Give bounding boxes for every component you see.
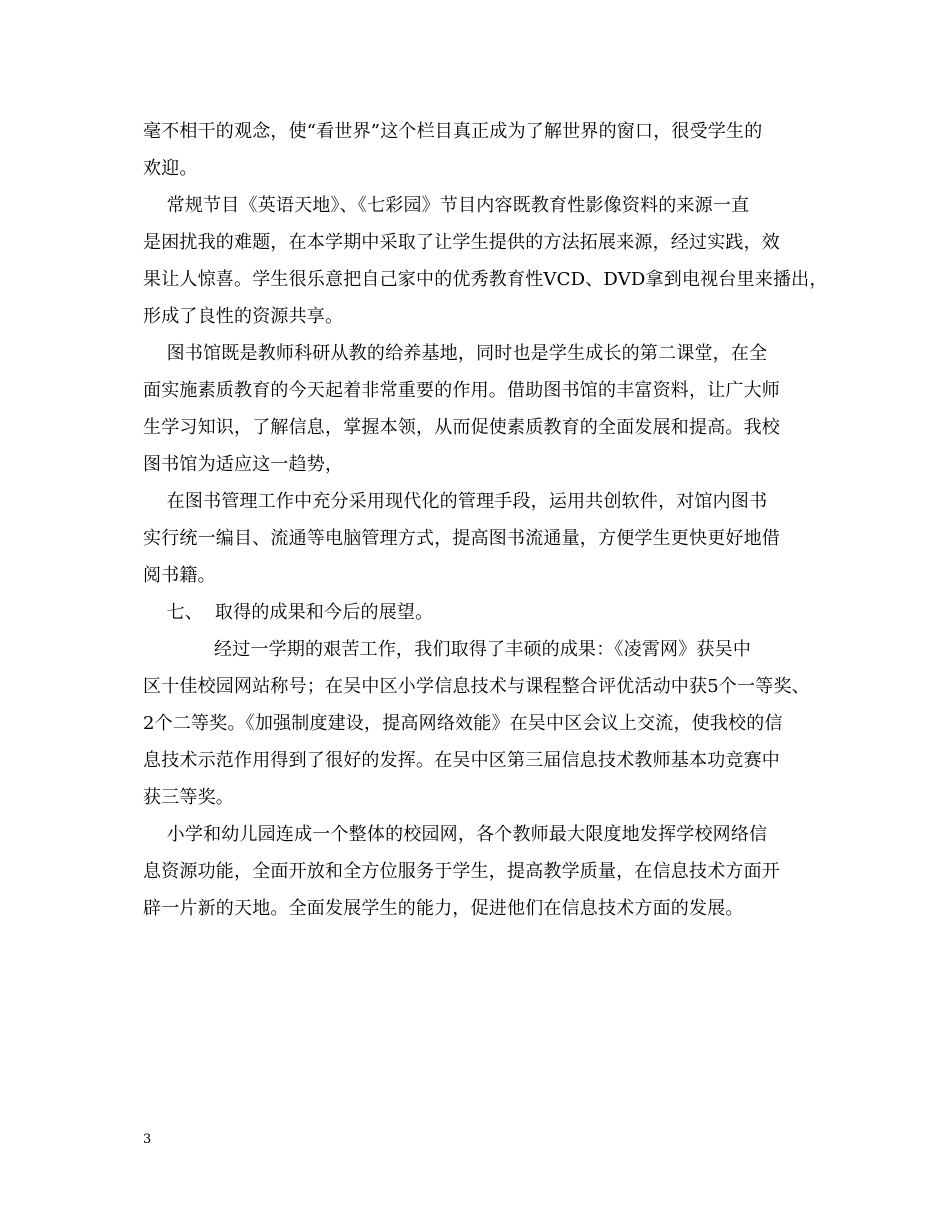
text-line: 阅书籍。 xyxy=(143,565,216,586)
text-line: 图书馆既是教师科研从教的给养基地，同时也是学生成长的第二课堂，在全 xyxy=(143,343,768,364)
text-line: 息技术示范作用得到了很好的发挥。在吴中区第三届信息技术教师基本功竞赛中 xyxy=(143,750,780,771)
text-line: 生学习知识，了解信息，掌握本领，从而促使素质教育的全面发展和提高。我校 xyxy=(143,417,780,438)
text-line: 经过一学期的艰苦工作，我们取得了丰硕的成果：《凌霄网》获吴中 xyxy=(143,639,752,660)
page-number: 3 xyxy=(143,1132,152,1147)
text-line: 面实施素质教育的今天起着非常重要的作用。借助图书馆的丰富资料，让广大师 xyxy=(143,380,780,401)
text-line: 果让人惊喜。学生很乐意把自己家中的优秀教育性VCD、DVD拿到电视台里来播出， xyxy=(143,269,828,290)
text-line: 常规节目《英语天地》、《七彩园》节目内容既教育性影像资料的来源一直 xyxy=(143,195,750,216)
text-line: 获三等奖。 xyxy=(143,787,234,808)
text-line: 2个二等奖。《加强制度建设，提高网络效能》在吴中区会议上交流，使我校的信 xyxy=(143,713,783,734)
text-line: 实行统一编目、流通等电脑管理方式，提高图书流通量，方便学生更快更好地借 xyxy=(143,528,780,549)
text-line: 欢迎。 xyxy=(143,158,198,179)
text-line: 形成了良性的资源共享。 xyxy=(143,306,344,327)
text-line: 辟一片新的天地。全面发展学生的能力，促进他们在信息技术方面的发展。 xyxy=(143,898,744,919)
text-line: 毫不相干的观念，使“看世界”这个栏目真正成为了解世界的窗口，很受学生的 xyxy=(143,121,763,142)
text-line: 图书馆为适应这一趋势， xyxy=(143,454,344,475)
text-line: 区十佳校园网站称号；在吴中区小学信息技术与课程整合评优活动中获5个一等奖、 xyxy=(143,676,810,697)
section-heading: 七、 取得的成果和今后的展望。 xyxy=(143,602,434,623)
text-line: 是困扰我的难题，在本学期中采取了让学生提供的方法拓展来源，经过实践，效 xyxy=(143,232,780,253)
text-line: 小学和幼儿园连成一个整体的校园网，各个教师最大限度地发挥学校网络信 xyxy=(143,824,768,845)
text-line: 在图书管理工作中充分采用现代化的管理手段，运用共创软件，对馆内图书 xyxy=(143,491,768,512)
text-line: 息资源功能，全面开放和全方位服务于学生，提高教学质量，在信息技术方面开 xyxy=(143,861,780,882)
